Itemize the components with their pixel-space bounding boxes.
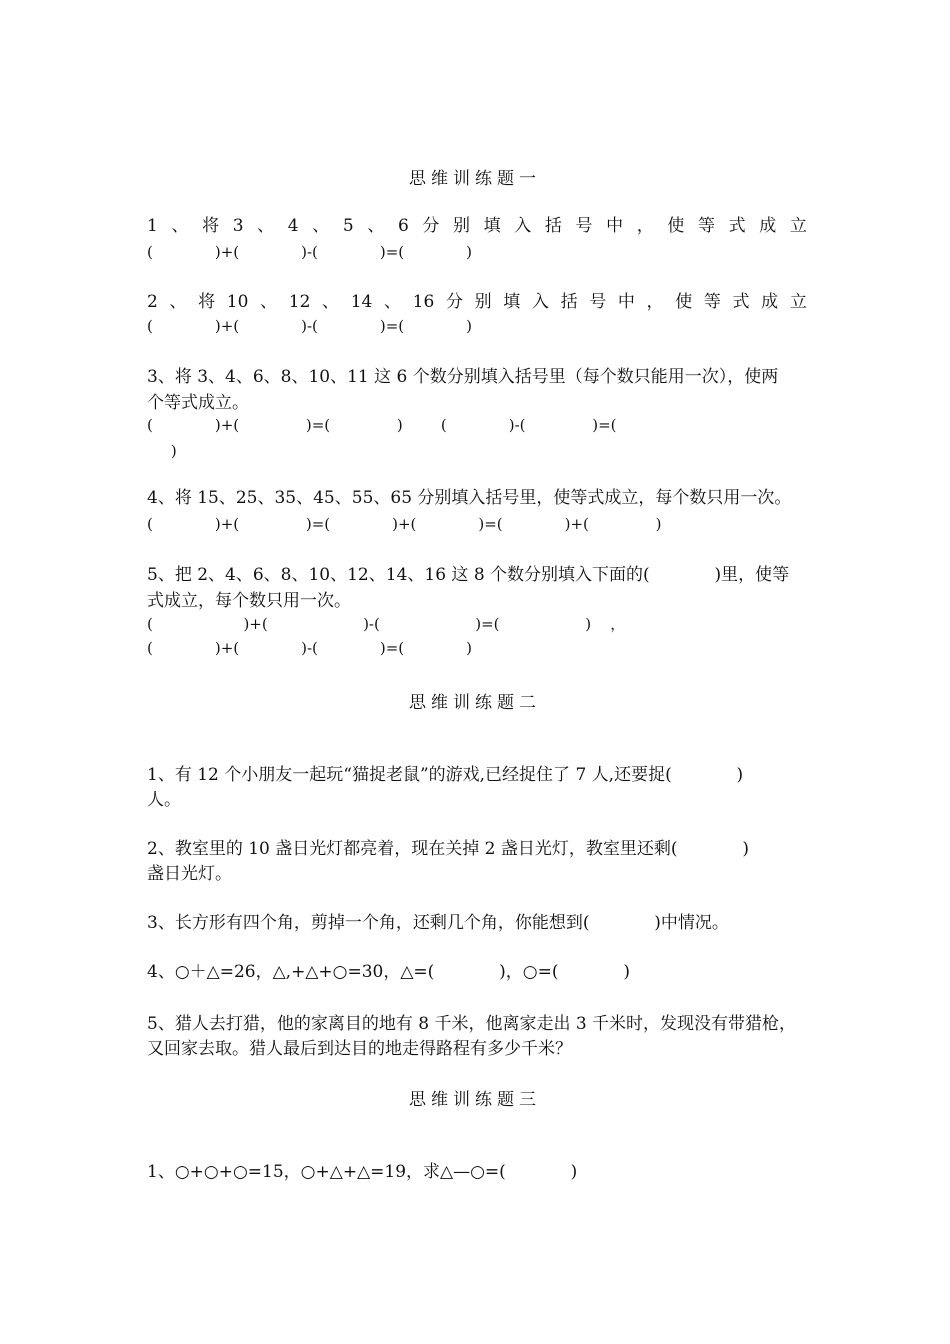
question-token: 将 [198,292,216,312]
question-token: 式 [728,216,746,236]
s1-q1-equation: ( )+( )-( )=( ) [147,243,472,261]
s2-q5-line1: 5、猎人去打猎，他的家离目的地有 8 千米，他离家走出 3 千米时，发现没有带猎枪， [147,1014,797,1034]
question-token: 12 [288,292,311,312]
question-token: 、 [384,292,401,312]
s1-q4-equation: ( )+( )=( )+( )=( )+( ) [147,515,662,533]
question-token: 、 [367,216,385,236]
question-token: 立 [789,292,807,312]
s1-q3-equation-2: ) [147,442,177,460]
question-token: 1 [147,216,158,236]
question-token: 14 [350,292,373,312]
s2-q3-line1: 3、长方形有四个角，剪掉一个角，还剩几个角，你能想到( )中情况。 [147,913,729,933]
s1-q2-text [147,290,807,314]
s2-q1-line2: 人。 [147,790,181,810]
s1-q3-line2: 个等式成立。 [147,393,249,413]
s2-q5-line2: 又回家去取。猎人最后到达目的地走得路程有多少千米？ [147,1039,572,1059]
s2-q4-line1: 4、○＋△=26，△,+△+○=30，△=( )，○=( ) [147,962,630,982]
question-token: 入 [531,292,549,312]
question-token: 4 [287,216,299,236]
question-token: 号 [575,216,593,236]
s2-q1-line1: 1、有 12 个小朋友一起玩“猫捉老鼠”的游戏,已经捉住了 7 人,还要捉( ) [147,765,744,785]
question-token: 号 [589,292,607,312]
s2-q2-line1: 2、教室里的 10 盏日光灯都亮着，现在关掉 2 盏日光灯，教室里还剩( ) [147,839,749,859]
question-token: 使 [667,216,685,236]
section-title-1: 思维训练题一 [409,169,541,189]
question-token: ， [636,216,654,236]
s1-q1-text [147,214,807,238]
question-token: 、 [260,292,278,312]
question-token: 16 [412,292,435,312]
question-token: 分 [422,216,440,236]
question-token: 别 [453,216,471,236]
question-token: ， [646,292,664,312]
section-title-3: 思维训练题三 [409,1090,541,1110]
s1-q4-line1: 4、将 15、25、35、45、55、65 分别填入括号里，使等式成立，每个数只用一次。 [147,488,792,508]
question-token: 5 [342,216,354,236]
question-token: 立 [789,216,807,236]
question-token: 、 [171,216,189,236]
question-token: 分 [445,292,463,312]
question-token: 、 [322,292,340,312]
question-token: 别 [474,292,492,312]
question-token: 填 [483,216,501,236]
question-token: 等 [698,216,716,236]
question-token: 入 [514,216,532,236]
s1-q2-equation: ( )+( )-( )=( ) [147,317,472,335]
question-token: 10 [226,292,249,312]
question-token: 3 [232,216,244,236]
s1-q3-line1: 3、将 3、4、6、8、10、11 这 6 个数分别填入括号里（每个数只能用一次），使两 [147,367,779,387]
question-token: 括 [544,216,562,236]
question-token: 成 [761,292,779,312]
question-token: 括 [560,292,578,312]
question-token: 、 [169,292,187,312]
s1-q5-line1: 5、把 2、4、6、8、10、12、14、16 这 8 个数分别填入下面的( )里，使等 [147,565,790,585]
question-token: 式 [732,292,750,312]
question-token: 填 [503,292,521,312]
question-token: 中 [606,216,624,236]
s1-q5-line2: 式成立，每个数只用一次。 [147,591,351,611]
question-token: 、 [257,216,275,236]
question-token: 等 [703,292,721,312]
s1-q3-equation-1: ( )+( )=( ) ( )-( )=( [147,416,617,434]
s3-q1-line1: 1、○+○+○=15，○+△+△=19，求△—○=( ) [147,1162,578,1182]
s1-q5-equation-1: ( )+( )-( )=( ) ， [147,615,626,633]
question-token: 使 [675,292,693,312]
s1-q5-equation-2: ( )+( )-( )=( ) [147,639,472,657]
s2-q2-line2: 盏日光灯。 [147,864,232,884]
question-token: 6 [397,216,409,236]
section-title-2: 思维训练题二 [409,693,541,713]
question-token: 中 [617,292,635,312]
question-token: 2 [147,292,158,312]
question-token: 将 [202,216,220,236]
question-token: 、 [312,216,330,236]
question-token: 成 [759,216,777,236]
